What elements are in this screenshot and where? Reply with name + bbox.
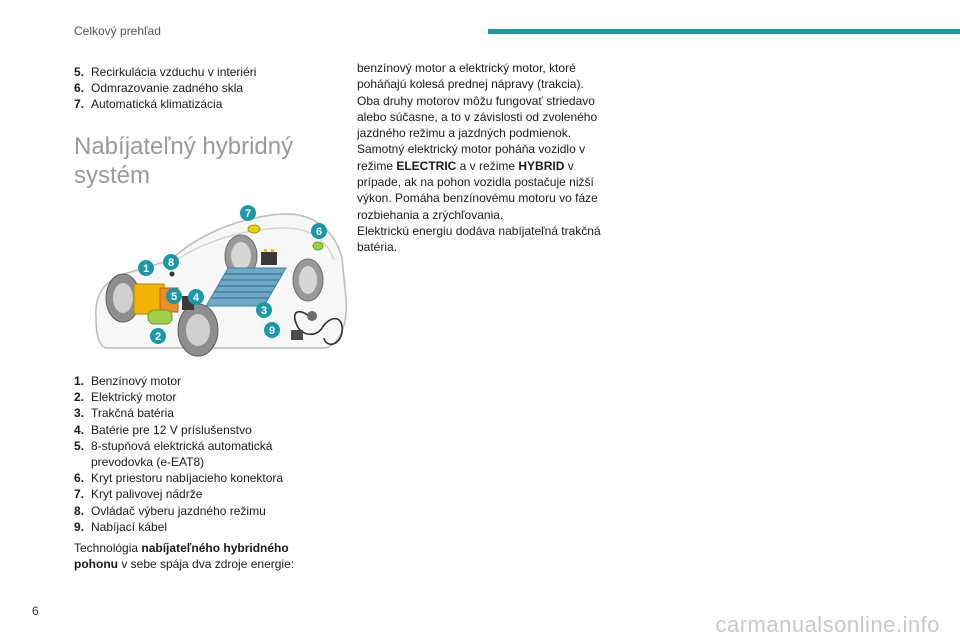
badge-4 — [188, 289, 204, 305]
component-list — [74, 373, 324, 535]
list-item: 2. Elektrický motor — [74, 390, 177, 405]
list-item: 4. Batérie pre 12 V príslušenstvo — [74, 422, 252, 437]
badge-8 — [163, 254, 179, 270]
badge-9 — [264, 322, 280, 338]
paragraph-3: Samotný elektrický motor poháňa vozidlo v režime ELECTRIC a v režime HYBRID v prípade, ak na pohon vozidla postačuje nižší výkon. Pomáha benzínovému motoru vo fáze rozbiehania a zrýchľovania. — [357, 142, 598, 222]
fuel-flap — [248, 225, 260, 233]
intro-paragraph: Technológia nabíjateľného hybridného pohonu v sebe spája dva zdroje energie: — [74, 541, 295, 572]
12v-battery-rear — [261, 252, 277, 265]
intro-list — [74, 64, 324, 113]
svg-text:4: 4 — [192, 292, 200, 304]
list-item: 5. Recirkulácia vzduchu v interiéri — [74, 65, 257, 79]
paragraph-4: Elektrickú energiu dodáva nabíjateľná trakčná batéria. — [357, 223, 601, 255]
watermark: carmanualsonline.info — [715, 612, 940, 637]
list-item: 6. Odmrazovanie zadného skla — [74, 81, 244, 96]
badge-6 — [311, 223, 327, 239]
badge-1 — [138, 260, 154, 276]
hybrid-system-diagram — [86, 198, 348, 366]
list-item: 8. Ovládač výberu jazdného režimu — [74, 503, 266, 518]
paragraph-2: Oba druhy motorov môžu fungovať striedavo alebo súčasne, a to v závislosti od zvoleného jazdného režimu a jazdných podmienok. — [357, 93, 598, 141]
paragraph-1: benzínový motor a elektrický motor, ktoré poháňajú kolesá prednej nápravy (trakcia). — [357, 61, 584, 92]
charging-flap — [313, 242, 323, 250]
svg-text:3: 3 — [260, 305, 268, 317]
list-item: 7. Automatická klimatizácia — [74, 97, 223, 112]
list-item: 1. Benzínový motor — [74, 374, 182, 388]
section-title: Nabíjateľný hybridný systém — [74, 132, 294, 189]
page-number: 6 — [32, 604, 39, 618]
svg-text:5: 5 — [170, 291, 178, 303]
svg-text:1: 1 — [142, 263, 150, 275]
badge-3 — [256, 302, 272, 318]
badge-5 — [166, 288, 182, 304]
badge-2 — [150, 328, 166, 344]
electric-motor — [148, 310, 172, 324]
list-item: 6. Kryt priestoru nabíjacieho konektora — [74, 471, 284, 486]
svg-text:9: 9 — [268, 325, 276, 337]
svg-text:7: 7 — [244, 208, 252, 220]
right-column — [357, 60, 607, 256]
left-column — [74, 64, 324, 190]
badge-7 — [240, 205, 256, 221]
svg-text:6: 6 — [315, 226, 323, 238]
list-item: 9. Nabíjací kábel — [74, 519, 168, 534]
drive-mode-selector — [170, 272, 175, 277]
list-item: 3. Trakčná batéria — [74, 406, 174, 421]
header-title: Celkový prehľad — [74, 24, 161, 38]
header-accent-bar — [488, 29, 960, 34]
svg-text:2: 2 — [154, 331, 162, 343]
list-item: 5. 8-stupňová elektrická automatická prevodovka (e-EAT8) — [74, 438, 273, 470]
list-item: 7. Kryt palivovej nádrže — [74, 487, 203, 502]
svg-text:8: 8 — [167, 257, 175, 269]
